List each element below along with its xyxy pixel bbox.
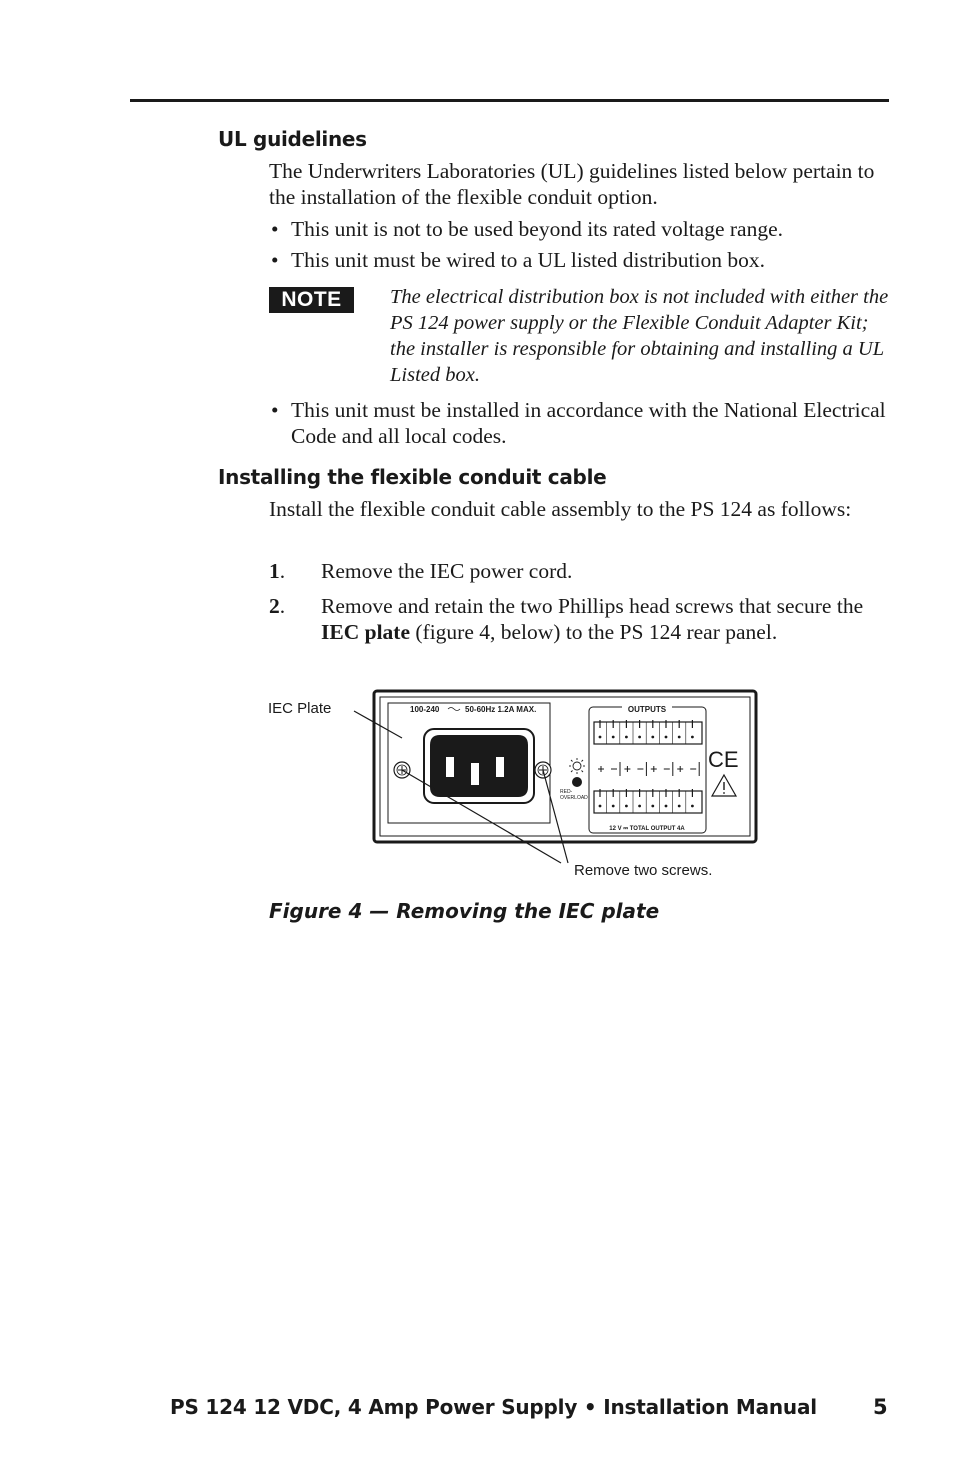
overload-led-icon: [572, 777, 582, 787]
step-1: [269, 558, 889, 584]
note-text: The electrical distribution box is not included with either the PS 124 power supply or the Flexible Conduit Adapter Kit; the installer is responsible for obtaining and installing a UL Listed box.: [390, 286, 889, 386]
overload-label: OVERLOAD: [560, 795, 588, 801]
rating-voltage: 100-240: [410, 705, 440, 714]
outputs-label: OUTPUTS: [627, 705, 667, 714]
terminal-screw: [612, 736, 615, 739]
ul-intro-paragraph: The Underwriters Laboratories (UL) guidelines listed below pertain to the installation of the flexible conduit option.: [269, 159, 875, 209]
terminal-block-bottom: [594, 789, 702, 813]
terminal-screw: [638, 736, 641, 739]
terminal-block-top: [594, 720, 702, 744]
section-heading-installing: Installing the flexible conduit cable: [218, 465, 607, 489]
terminal-screw: [651, 805, 654, 808]
terminal-screw: [599, 736, 602, 739]
bullet-dot: •: [271, 398, 279, 422]
note-badge: NOTE: [269, 287, 354, 313]
iec-plate-bold: IEC plate: [321, 620, 410, 644]
terminal-screw: [678, 736, 681, 739]
step-2-text: Remove and retain the two Phillips head screws that secure the IEC plate (figure 4, below) to the PS 124 rear panel.: [321, 594, 864, 644]
terminal-screw: [625, 736, 628, 739]
iec-pin-right: [496, 757, 504, 777]
ul-bullet-3-text: This unit must be installed in accordance with the National Electrical Code and all local codes.: [291, 398, 886, 448]
ul-bullet-1: [269, 216, 889, 242]
footer-title: PS 124 12 VDC, 4 Amp Power Supply • Installation Manual: [170, 1395, 817, 1419]
header-rule: [130, 99, 889, 102]
bullet-dot: •: [271, 248, 279, 272]
ul-bullet-2-text: This unit must be wired to a UL listed distribution box.: [291, 248, 765, 272]
page-number: 5: [873, 1395, 888, 1419]
section-heading-ul-guidelines: UL guidelines: [218, 127, 367, 151]
remove-screws-label: Remove two screws.: [574, 862, 713, 879]
ul-bullet-3: [269, 397, 889, 449]
step-number: 2.: [269, 594, 286, 618]
terminal-screw: [691, 805, 694, 808]
figure-iec-plate: [260, 685, 780, 885]
terminal-screw: [665, 805, 668, 808]
terminal-screw: [638, 805, 641, 808]
terminal-screw: [691, 736, 694, 739]
ul-bullet-2: [269, 247, 889, 273]
terminal-screw: [665, 736, 668, 739]
rear-panel-diagram: [260, 685, 780, 885]
iec-pin-left: [446, 757, 454, 777]
rating-frequency: 50-60Hz 1.2A MAX.: [465, 705, 537, 714]
total-output-label: 12 V ⎓ TOTAL OUTPUT 4A: [609, 826, 685, 832]
terminal-screw: [599, 805, 602, 808]
step-number: 1.: [269, 559, 286, 583]
step-1-text: Remove the IEC power cord.: [321, 559, 573, 583]
ul-bullet-1-text: This unit is not to be used beyond its rated voltage range.: [291, 217, 784, 241]
terminal-screw: [651, 736, 654, 739]
bullet-dot: •: [271, 217, 279, 241]
ce-mark: CE: [708, 747, 739, 772]
figure-caption: Figure 4 — Removing the IEC plate: [269, 899, 660, 923]
install-intro-paragraph: Install the flexible conduit cable assembly to the PS 124 as follows:: [269, 497, 852, 521]
terminal-screw: [678, 805, 681, 808]
iec-pin-earth: [471, 763, 479, 785]
terminal-screw: [612, 805, 615, 808]
red-label: RED-: [560, 789, 573, 795]
step-2: [269, 593, 889, 645]
terminal-screw: [625, 805, 628, 808]
iec-plate-label: IEC Plate: [268, 700, 332, 717]
